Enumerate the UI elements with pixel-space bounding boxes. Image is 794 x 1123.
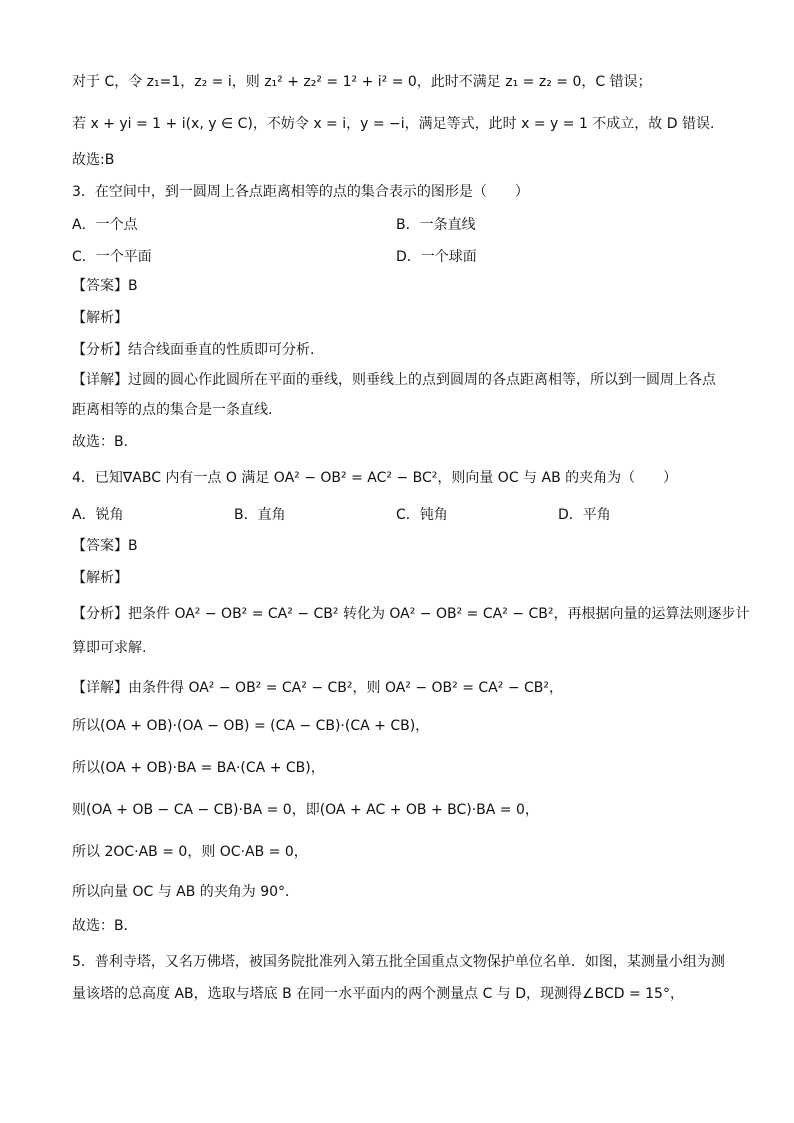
q3-detail-line-1: 【详解】过圆的圆心作此圆所在平面的垂线，则垂线上的点到圆周的各点距离相等，所以到一圆周上各点 — [72, 372, 716, 388]
text-line-d-wrong: 若 x + yi = 1 + i(x, y ∈ C)，不妨令 x = i，y = −i，满足等式，此时 x = y = 1 不成立，故 D 错误． — [72, 116, 724, 132]
q4-option-a: A．锐角 — [72, 507, 124, 523]
q4-step-4: 所以 2OC·AB = 0，则 OC·AB = 0， — [72, 844, 308, 860]
q4-answer: 【答案】B — [72, 538, 138, 554]
question-4-stem: 4．已知∇ABC 内有一点 O 满足 OA² − OB² = AC² − BC²，则向量 OC 与 AB 的夹角为（ ） — [72, 470, 678, 486]
q4-detail-line: 【详解】由条件得 OA² − OB² = CA² − CB²，则 OA² − OB² = CA² − CB²， — [72, 680, 563, 696]
q4-step-3: 则(OA + OB − CA − CB)·BA = 0，即(OA + AC + OB + BC)·BA = 0， — [72, 802, 539, 818]
q4-step-2: 所以(OA + OB)·BA = BA·(CA + CB)， — [72, 760, 325, 776]
q3-option-d: D．一个球面 — [396, 249, 477, 265]
q4-analysis-line-1: 【分析】把条件 OA² − OB² = CA² − CB² 转化为 OA² − OB² = CA² − CB²，再根据向量的运算法则逐步计 — [72, 606, 750, 622]
q3-detail-line-2: 距离相等的点的集合是一条直线. — [72, 402, 273, 418]
q3-choose: 故选：B. — [72, 434, 129, 450]
q3-option-b: B．一条直线 — [396, 217, 476, 233]
answer-choice-line: 故选:B — [72, 152, 115, 168]
question-5-line-2: 量该塔的总高度 AB，选取与塔底 B 在同一水平面内的两个测量点 C 与 D，现测得∠BCD = 15°， — [72, 986, 684, 1002]
q4-step-1: 所以(OA + OB)·(OA − OB) = (CA − CB)·(CA + CB)， — [72, 718, 430, 734]
q3-option-c: C．一个平面 — [72, 249, 152, 265]
q3-analysis: 【分析】结合线面垂直的性质即可分析. — [72, 342, 315, 358]
q3-option-a: A．一个点 — [72, 217, 138, 233]
q4-choose: 故选：B． — [72, 918, 138, 934]
q4-option-d: D．平角 — [558, 507, 611, 523]
question-3-stem: 3．在空间中，到一圆周上各点距离相等的点的集合表示的图形是（ ） — [72, 184, 529, 200]
question-5-line-1: 5．普利寺塔，又名万佛塔，被国务院批准列入第五批全国重点文物保护单位名单．如图，某测量小组为测 — [72, 954, 725, 970]
q4-option-c: C．钝角 — [396, 507, 448, 523]
text-line-c-wrong: 对于 C，令 z₁=1，z₂ = i，则 z₁² + z₂² = 1² + i² = 0，此时不满足 z₁ = z₂ = 0，C 错误； — [72, 74, 652, 90]
q3-jiexi-label: 【解析】 — [72, 310, 128, 326]
q4-option-b: B．直角 — [234, 507, 286, 523]
q4-step-5: 所以向量 OC 与 AB 的夹角为 90°． — [72, 884, 300, 900]
q3-answer: 【答案】B — [72, 278, 138, 294]
q4-analysis-line-2: 算即可求解. — [72, 640, 147, 656]
q4-jiexi-label: 【解析】 — [72, 570, 128, 586]
